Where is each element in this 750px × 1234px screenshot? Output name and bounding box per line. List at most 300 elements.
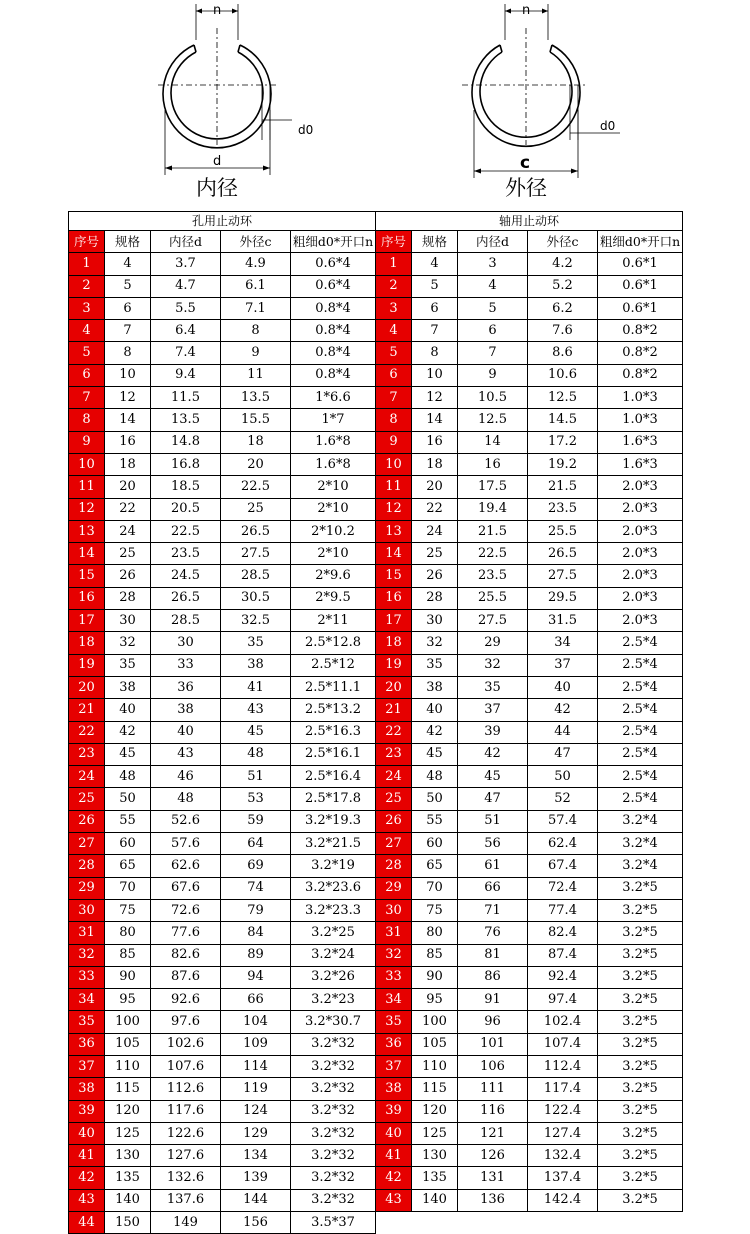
table-cell: 28.5 — [151, 610, 221, 632]
table-cell: 56 — [458, 833, 528, 855]
table-cell: 0.8*2 — [598, 342, 683, 364]
table-row — [376, 1145, 683, 1167]
table-row — [376, 587, 683, 609]
table-cell: 22 — [105, 498, 151, 520]
table-cell: 0.6*1 — [598, 297, 683, 319]
row-number-cell: 22 — [69, 721, 105, 743]
table-cell: 45 — [458, 766, 528, 788]
outer-n-label: n — [522, 3, 531, 18]
row-number-cell: 35 — [69, 1011, 105, 1033]
table-cell: 97.4 — [528, 989, 598, 1011]
table-row — [69, 565, 376, 587]
table-cell: 2.5*12 — [291, 654, 376, 676]
table-cell: 1.6*8 — [291, 453, 376, 475]
table-cell: 70 — [105, 877, 151, 899]
table-cell: 17.5 — [458, 476, 528, 498]
table-cell: 2*11 — [291, 610, 376, 632]
row-number-cell: 1 — [376, 253, 412, 275]
table-cell: 90 — [105, 966, 151, 988]
table-cell: 67.6 — [151, 877, 221, 899]
table-cell: 25 — [412, 543, 458, 565]
table-row — [69, 1122, 376, 1144]
table-row — [376, 342, 683, 364]
table-cell: 3.2*5 — [598, 1055, 683, 1077]
row-number-cell: 40 — [376, 1122, 412, 1144]
table-cell: 3.2*32 — [291, 1055, 376, 1077]
table-cell: 27.5 — [528, 565, 598, 587]
table-cell: 137.4 — [528, 1167, 598, 1189]
row-number-cell: 4 — [69, 320, 105, 342]
table-cell: 5 — [105, 275, 151, 297]
table-row — [69, 743, 376, 765]
table-cell: 2*10.2 — [291, 520, 376, 542]
table-cell: 46 — [151, 766, 221, 788]
row-number-cell: 31 — [69, 922, 105, 944]
table-cell: 27.5 — [458, 610, 528, 632]
row-number-cell: 40 — [69, 1122, 105, 1144]
table-cell: 107.4 — [528, 1033, 598, 1055]
table-row — [376, 654, 683, 676]
table-cell: 6 — [458, 320, 528, 342]
table-cell: 9 — [221, 342, 291, 364]
table-cell: 20 — [412, 476, 458, 498]
table-cell: 50 — [412, 788, 458, 810]
table-cell: 3.2*32 — [291, 1033, 376, 1055]
table-cell: 28 — [105, 587, 151, 609]
table-row — [69, 922, 376, 944]
table-cell: 3.2*26 — [291, 966, 376, 988]
table-cell: 8 — [412, 342, 458, 364]
table-cell: 1*7 — [291, 409, 376, 431]
table-cell: 11 — [221, 364, 291, 386]
table-cell: 104 — [221, 1011, 291, 1033]
table-cell: 130 — [412, 1145, 458, 1167]
table-row — [376, 1078, 683, 1100]
table-title-row — [376, 212, 683, 231]
hole-retaining-ring-table — [68, 211, 376, 1234]
table-cell: 52.6 — [151, 810, 221, 832]
table-row — [376, 565, 683, 587]
table-cell: 45 — [105, 743, 151, 765]
table-cell: 30.5 — [221, 587, 291, 609]
table-row — [376, 1100, 683, 1122]
table-cell: 6.4 — [151, 320, 221, 342]
table-cell: 3.2*32 — [291, 1167, 376, 1189]
table-row — [376, 610, 683, 632]
table-cell: 115 — [412, 1078, 458, 1100]
table-cell: 2.0*3 — [598, 543, 683, 565]
table-cell: 117.6 — [151, 1100, 221, 1122]
column-header: 内径d — [458, 231, 528, 253]
table-cell: 14 — [105, 409, 151, 431]
table-cell: 48 — [151, 788, 221, 810]
table-cell: 38 — [105, 676, 151, 698]
table-cell: 41 — [221, 676, 291, 698]
table-row — [376, 364, 683, 386]
table-cell: 97.6 — [151, 1011, 221, 1033]
table-cell: 3.2*4 — [598, 810, 683, 832]
table-cell: 3.2*32 — [291, 1189, 376, 1211]
table-row — [376, 877, 683, 899]
table-cell: 32 — [412, 632, 458, 654]
table-cell: 27.5 — [221, 543, 291, 565]
table-cell: 45 — [412, 743, 458, 765]
table-cell: 42 — [412, 721, 458, 743]
table-cell: 122.4 — [528, 1100, 598, 1122]
table-cell: 81 — [458, 944, 528, 966]
table-cell: 10.5 — [458, 387, 528, 409]
table-cell: 3.2*32 — [291, 1100, 376, 1122]
table-cell: 105 — [105, 1033, 151, 1055]
column-header: 内径d — [151, 231, 221, 253]
row-number-cell: 15 — [376, 565, 412, 587]
column-header: 粗细d0*开口n — [598, 231, 683, 253]
table-row — [376, 721, 683, 743]
table-row — [376, 899, 683, 921]
table-row — [376, 498, 683, 520]
table-cell: 19.2 — [528, 453, 598, 475]
table-cell: 2.5*4 — [598, 743, 683, 765]
table-cell: 112.4 — [528, 1055, 598, 1077]
row-number-cell: 20 — [69, 676, 105, 698]
table-cell: 2.0*3 — [598, 565, 683, 587]
table-cell: 65 — [105, 855, 151, 877]
table-cell: 0.6*4 — [291, 275, 376, 297]
table-cell: 6 — [412, 297, 458, 319]
row-number-cell: 6 — [376, 364, 412, 386]
table-cell: 92.6 — [151, 989, 221, 1011]
table-cell: 28.5 — [221, 565, 291, 587]
row-number-cell: 29 — [69, 877, 105, 899]
row-number-cell: 39 — [69, 1100, 105, 1122]
table-cell: 1.6*3 — [598, 453, 683, 475]
row-number-cell: 14 — [69, 543, 105, 565]
table-cell: 60 — [412, 833, 458, 855]
table-cell: 3.2*5 — [598, 966, 683, 988]
table-cell: 14.5 — [528, 409, 598, 431]
table-row — [69, 1011, 376, 1033]
row-number-cell: 3 — [376, 297, 412, 319]
row-number-cell: 9 — [376, 431, 412, 453]
table-row — [69, 453, 376, 475]
table-cell: 110 — [105, 1055, 151, 1077]
row-number-cell: 12 — [69, 498, 105, 520]
table-row — [376, 1122, 683, 1144]
table-cell: 31.5 — [528, 610, 598, 632]
table-cell: 66 — [221, 989, 291, 1011]
table-row — [69, 1033, 376, 1055]
table-cell: 62.4 — [528, 833, 598, 855]
table-cell: 129 — [221, 1122, 291, 1144]
table-row — [69, 1212, 376, 1234]
table-title-row — [69, 212, 376, 231]
table-cell: 19.4 — [458, 498, 528, 520]
table-cell: 75 — [412, 899, 458, 921]
retaining-ring-diagrams — [0, 0, 750, 210]
table-row — [376, 297, 683, 319]
table-row — [69, 1055, 376, 1077]
table-cell: 2.0*3 — [598, 498, 683, 520]
table-cell: 7 — [412, 320, 458, 342]
table-row — [376, 676, 683, 698]
row-number-cell: 15 — [69, 565, 105, 587]
table-cell: 8.6 — [528, 342, 598, 364]
table-cell: 150 — [105, 1212, 151, 1234]
row-number-cell: 27 — [69, 833, 105, 855]
table-row — [376, 520, 683, 542]
table-row — [69, 476, 376, 498]
table-cell: 51 — [221, 766, 291, 788]
table-cell: 7 — [105, 320, 151, 342]
row-number-cell: 28 — [376, 855, 412, 877]
table-cell: 1.6*3 — [598, 431, 683, 453]
table-cell: 34 — [528, 632, 598, 654]
table-cell: 2.0*3 — [598, 520, 683, 542]
table-cell: 61 — [458, 855, 528, 877]
table-cell: 0.6*1 — [598, 253, 683, 275]
table-cell: 132.4 — [528, 1145, 598, 1167]
table-cell: 131 — [458, 1167, 528, 1189]
table-row — [376, 431, 683, 453]
table-row — [376, 699, 683, 721]
table-row — [69, 899, 376, 921]
table-cell: 1.6*8 — [291, 431, 376, 453]
table-cell: 110 — [412, 1055, 458, 1077]
table-cell: 100 — [105, 1011, 151, 1033]
outer-c-label: c — [520, 153, 531, 173]
table-cell: 144 — [221, 1189, 291, 1211]
table-cell: 48 — [412, 766, 458, 788]
table-cell: 18.5 — [151, 476, 221, 498]
table-cell: 2.5*4 — [598, 654, 683, 676]
table-row — [69, 855, 376, 877]
table-cell: 38 — [221, 654, 291, 676]
table-cell: 3.2*5 — [598, 944, 683, 966]
outer-d0-label: d0 — [600, 119, 616, 133]
table-cell: 29 — [458, 632, 528, 654]
table-cell: 2*10 — [291, 498, 376, 520]
table-cell: 3 — [458, 253, 528, 275]
table-cell: 22.5 — [151, 520, 221, 542]
table-cell: 3.2*21.5 — [291, 833, 376, 855]
table-row — [376, 453, 683, 475]
table-cell: 12 — [412, 387, 458, 409]
table-row — [376, 1189, 683, 1211]
inner-caption: 内径 — [196, 176, 238, 200]
table-row — [376, 944, 683, 966]
table-cell: 3.2*5 — [598, 1100, 683, 1122]
outer-caption: 外径 — [505, 176, 547, 200]
row-number-cell: 32 — [69, 944, 105, 966]
table-cell: 0.8*2 — [598, 320, 683, 342]
row-number-cell: 17 — [376, 610, 412, 632]
table-cell: 125 — [412, 1122, 458, 1144]
table-cell: 74 — [221, 877, 291, 899]
table-cell: 3.2*5 — [598, 1033, 683, 1055]
row-number-cell: 2 — [69, 275, 105, 297]
row-number-cell: 20 — [376, 676, 412, 698]
table-cell: 6.2 — [528, 297, 598, 319]
table-cell: 135 — [105, 1167, 151, 1189]
table-cell: 2.5*4 — [598, 721, 683, 743]
table-row — [376, 253, 683, 275]
table-cell: 13.5 — [221, 387, 291, 409]
table-cell: 69 — [221, 855, 291, 877]
shaft-retaining-ring-table — [375, 211, 683, 1212]
table-cell: 2.0*3 — [598, 587, 683, 609]
table-cell: 3.7 — [151, 253, 221, 275]
table-cell: 3.2*5 — [598, 1011, 683, 1033]
table-cell: 85 — [412, 944, 458, 966]
table-cell: 42 — [528, 699, 598, 721]
table-cell: 2.5*16.4 — [291, 766, 376, 788]
table-cell: 57.4 — [528, 810, 598, 832]
table-cell: 35 — [458, 676, 528, 698]
row-number-cell: 25 — [376, 788, 412, 810]
column-header: 外径c — [221, 231, 291, 253]
table-cell: 2.5*11.1 — [291, 676, 376, 698]
table-cell: 4 — [105, 253, 151, 275]
row-number-cell: 26 — [376, 810, 412, 832]
table-cell: 7.4 — [151, 342, 221, 364]
table-cell: 23.5 — [528, 498, 598, 520]
table-cell: 102.4 — [528, 1011, 598, 1033]
table-row — [376, 766, 683, 788]
table-cell: 5.5 — [151, 297, 221, 319]
table-cell: 0.8*4 — [291, 320, 376, 342]
table-cell: 96 — [458, 1011, 528, 1033]
table-cell: 85 — [105, 944, 151, 966]
table-cell: 2.5*16.1 — [291, 743, 376, 765]
table-cell: 9.4 — [151, 364, 221, 386]
row-number-cell: 41 — [69, 1145, 105, 1167]
table-cell: 24 — [105, 520, 151, 542]
table-row — [69, 1189, 376, 1211]
row-number-cell: 30 — [376, 899, 412, 921]
row-number-cell: 41 — [376, 1145, 412, 1167]
table-cell: 4.7 — [151, 275, 221, 297]
table-cell: 55 — [412, 810, 458, 832]
row-number-cell: 24 — [376, 766, 412, 788]
table-row — [69, 587, 376, 609]
row-number-cell: 39 — [376, 1100, 412, 1122]
table-cell: 25 — [221, 498, 291, 520]
column-header: 外径c — [528, 231, 598, 253]
table-cell: 5 — [412, 275, 458, 297]
row-number-cell: 43 — [376, 1189, 412, 1211]
table-cell: 3.5*37 — [291, 1212, 376, 1234]
table-cell: 23.5 — [458, 565, 528, 587]
table-cell: 132.6 — [151, 1167, 221, 1189]
table-cell: 120 — [105, 1100, 151, 1122]
table-cell: 8 — [221, 320, 291, 342]
table-cell: 32 — [105, 632, 151, 654]
table-cell: 26.5 — [151, 587, 221, 609]
table-cell: 3.2*23.6 — [291, 877, 376, 899]
table-cell: 26 — [105, 565, 151, 587]
table-cell: 35 — [105, 654, 151, 676]
row-number-cell: 44 — [69, 1212, 105, 1234]
table-cell: 35 — [412, 654, 458, 676]
table-cell: 111 — [458, 1078, 528, 1100]
table-cell: 112.6 — [151, 1078, 221, 1100]
table-cell: 125 — [105, 1122, 151, 1144]
table-cell: 17.2 — [528, 431, 598, 453]
table-row — [69, 1078, 376, 1100]
table-cell: 0.6*4 — [291, 253, 376, 275]
table-cell: 86 — [458, 966, 528, 988]
table-cell: 140 — [412, 1189, 458, 1211]
table-cell: 84 — [221, 922, 291, 944]
table-cell: 2.5*4 — [598, 676, 683, 698]
table-row — [69, 275, 376, 297]
table-cell: 10.6 — [528, 364, 598, 386]
table-cell: 20.5 — [151, 498, 221, 520]
table-cell: 32.5 — [221, 610, 291, 632]
table-cell: 135 — [412, 1167, 458, 1189]
table-cell: 28 — [412, 587, 458, 609]
table-cell: 14 — [458, 431, 528, 453]
row-number-cell: 6 — [69, 364, 105, 386]
table-row — [376, 409, 683, 431]
table-cell: 140 — [105, 1189, 151, 1211]
table-cell: 2.5*4 — [598, 699, 683, 721]
table-cell: 4 — [458, 275, 528, 297]
table-cell: 137.6 — [151, 1189, 221, 1211]
table-cell: 95 — [412, 989, 458, 1011]
table-cell: 90 — [412, 966, 458, 988]
table-cell: 5.2 — [528, 275, 598, 297]
row-number-cell: 29 — [376, 877, 412, 899]
table-cell: 16.8 — [151, 453, 221, 475]
table-cell: 60 — [105, 833, 151, 855]
row-number-cell: 21 — [376, 699, 412, 721]
table-cell: 50 — [105, 788, 151, 810]
table-cell: 3.2*24 — [291, 944, 376, 966]
table-cell: 7.6 — [528, 320, 598, 342]
table-cell: 0.8*4 — [291, 364, 376, 386]
table-row — [69, 1145, 376, 1167]
table-cell: 47 — [528, 743, 598, 765]
table-cell: 1.0*3 — [598, 409, 683, 431]
row-number-cell: 37 — [69, 1055, 105, 1077]
table-cell: 120 — [412, 1100, 458, 1122]
table-row — [376, 632, 683, 654]
table-cell: 10 — [412, 364, 458, 386]
table-row — [376, 855, 683, 877]
table-cell: 64 — [221, 833, 291, 855]
table-title: 轴用止动环 — [376, 212, 683, 231]
table-cell: 3.2*5 — [598, 899, 683, 921]
outer-ring-diagram — [462, 4, 620, 178]
table-cell: 2.5*4 — [598, 632, 683, 654]
row-number-cell: 38 — [69, 1078, 105, 1100]
row-number-cell: 7 — [376, 387, 412, 409]
row-number-cell: 36 — [376, 1033, 412, 1055]
table-cell: 35 — [221, 632, 291, 654]
table-cell: 21.5 — [528, 476, 598, 498]
row-number-cell: 19 — [69, 654, 105, 676]
table-cell: 3.2*19.3 — [291, 810, 376, 832]
table-cell: 66 — [458, 877, 528, 899]
table-cell: 130 — [105, 1145, 151, 1167]
table-cell: 43 — [151, 743, 221, 765]
table-row — [69, 520, 376, 542]
table-cell: 67.4 — [528, 855, 598, 877]
table-cell: 109 — [221, 1033, 291, 1055]
table-row — [376, 1167, 683, 1189]
row-number-cell: 27 — [376, 833, 412, 855]
